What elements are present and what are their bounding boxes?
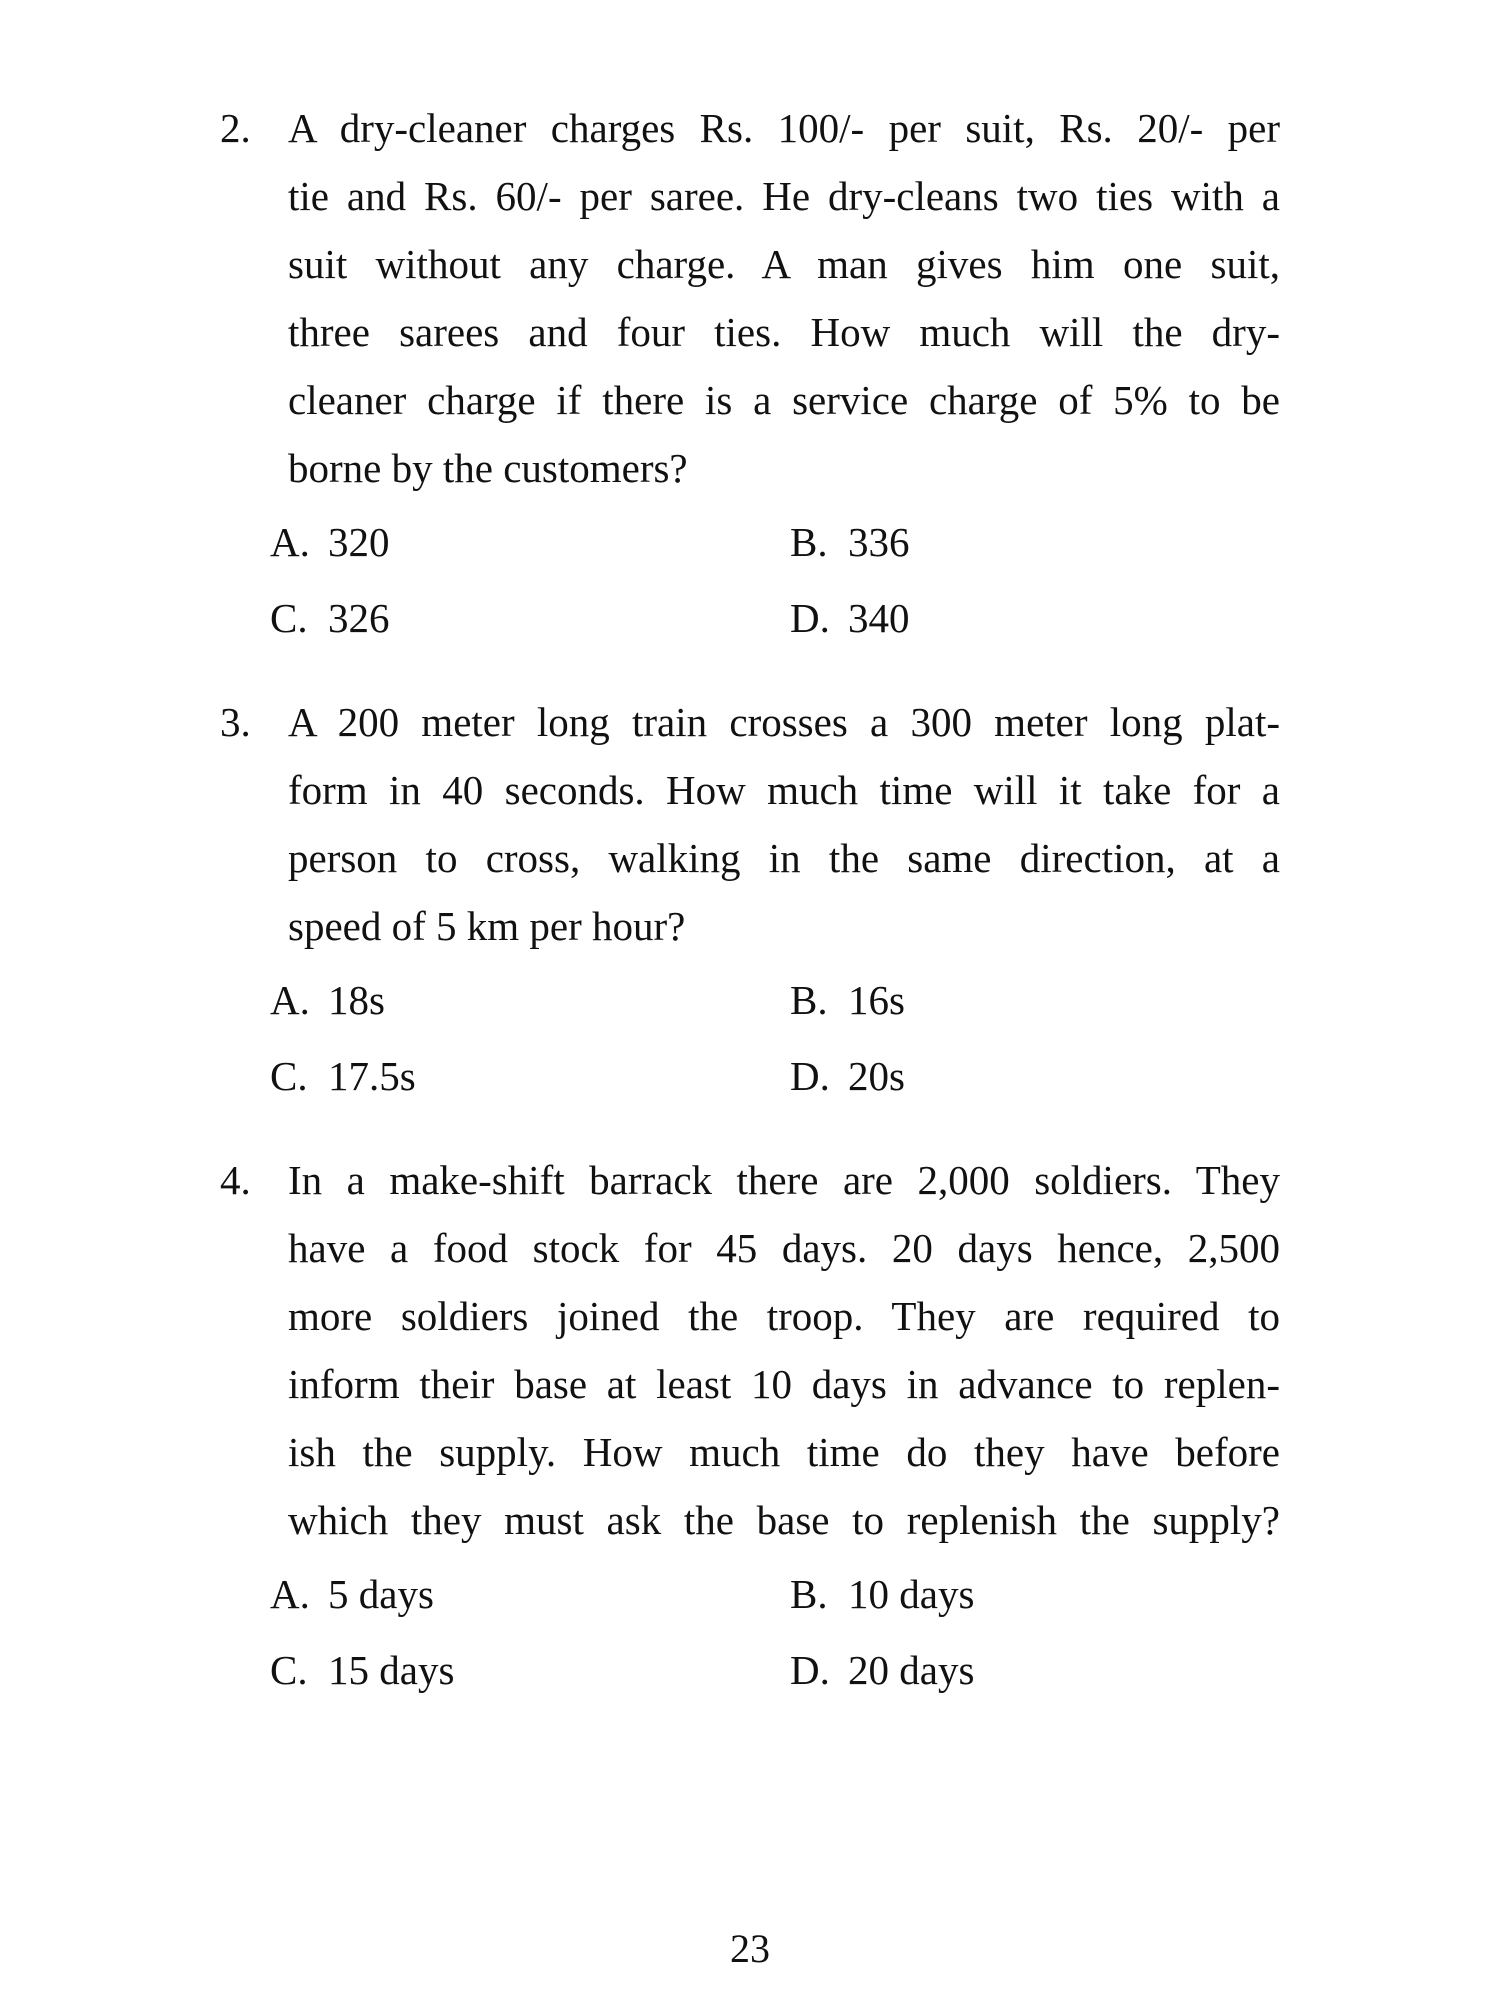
option-letter: B. <box>790 519 828 565</box>
question-text-line: which they must ask the base to replenish the supply? <box>288 1497 1280 1543</box>
question-text-line: three sarees and four ties. How much will the dry- <box>288 309 1280 355</box>
question-text-line: speed of 5 km per hour? <box>288 903 686 949</box>
question-number: 4. <box>220 1157 251 1203</box>
question-number: 3. <box>220 699 251 745</box>
option-text: 17.5s <box>328 1053 416 1099</box>
option-b[interactable] <box>790 504 910 580</box>
option-b[interactable] <box>790 1556 974 1632</box>
option-text: 18s <box>328 977 385 1023</box>
option-letter: C. <box>270 1647 308 1693</box>
option-c[interactable] <box>270 1038 416 1114</box>
question-text-line: cleaner charge if there is a service charge of 5% to be <box>288 377 1280 423</box>
question-text-line: ish the supply. How much time do they have before <box>288 1429 1280 1475</box>
question-text-line: form in 40 seconds. How much time will it take for a <box>288 767 1280 813</box>
option-c[interactable] <box>270 580 390 656</box>
option-b[interactable] <box>790 962 905 1038</box>
option-a[interactable] <box>270 1556 434 1632</box>
option-a[interactable] <box>270 962 385 1038</box>
option-d[interactable] <box>790 580 910 656</box>
question-text-line: more soldiers joined the troop. They are required to <box>288 1293 1280 1339</box>
question-number: 2. <box>220 105 251 151</box>
option-text: 340 <box>848 595 910 641</box>
option-d[interactable] <box>790 1038 905 1114</box>
question-text-line: tie and Rs. 60/- per saree. He dry-cleans two ties with a <box>288 173 1280 219</box>
option-letter: D. <box>790 1053 830 1099</box>
question-4 <box>220 1146 1280 1554</box>
option-text: 16s <box>848 977 905 1023</box>
option-text: 10 days <box>848 1571 975 1617</box>
option-letter: C. <box>270 1053 308 1099</box>
option-text: 20s <box>848 1053 905 1099</box>
question-3 <box>220 688 1280 960</box>
question-text-line: suit without any charge. A man gives him one suit, <box>288 241 1280 287</box>
question-text-line: have a food stock for 45 days. 20 days hence, 2,500 <box>288 1225 1280 1271</box>
option-text: 320 <box>328 519 390 565</box>
question-text-line: In a make-shift barrack there are 2,000 soldiers. They <box>288 1157 1280 1203</box>
option-text: 326 <box>328 595 390 641</box>
option-letter: A. <box>270 1571 310 1617</box>
question-2 <box>220 94 1280 502</box>
option-c[interactable] <box>270 1632 454 1708</box>
question-3-options <box>270 962 1170 1114</box>
option-letter: B. <box>790 977 828 1023</box>
question-text-line: person to cross, walking in the same direction, at a <box>288 835 1280 881</box>
question-text-line: A 200 meter long train crosses a 300 meter long plat- <box>288 699 1280 745</box>
option-letter: A. <box>270 977 310 1023</box>
option-text: 336 <box>848 519 910 565</box>
option-text: 20 days <box>848 1647 975 1693</box>
option-letter: D. <box>790 1647 830 1693</box>
question-2-options <box>270 504 1170 656</box>
option-a[interactable] <box>270 504 390 580</box>
question-4-options <box>270 1556 1170 1708</box>
option-letter: C. <box>270 595 308 641</box>
option-text: 15 days <box>328 1647 455 1693</box>
option-d[interactable] <box>790 1632 974 1708</box>
question-text-line: borne by the customers? <box>288 445 688 491</box>
question-text-line: A dry-cleaner charges Rs. 100/- per suit, Rs. 20/- per <box>288 105 1280 151</box>
option-text: 5 days <box>328 1571 434 1617</box>
page-number: 23 <box>730 1926 770 1971</box>
option-letter: D. <box>790 595 830 641</box>
option-letter: B. <box>790 1571 828 1617</box>
option-letter: A. <box>270 519 310 565</box>
question-text-line: inform their base at least 10 days in advance to replen- <box>288 1361 1280 1407</box>
